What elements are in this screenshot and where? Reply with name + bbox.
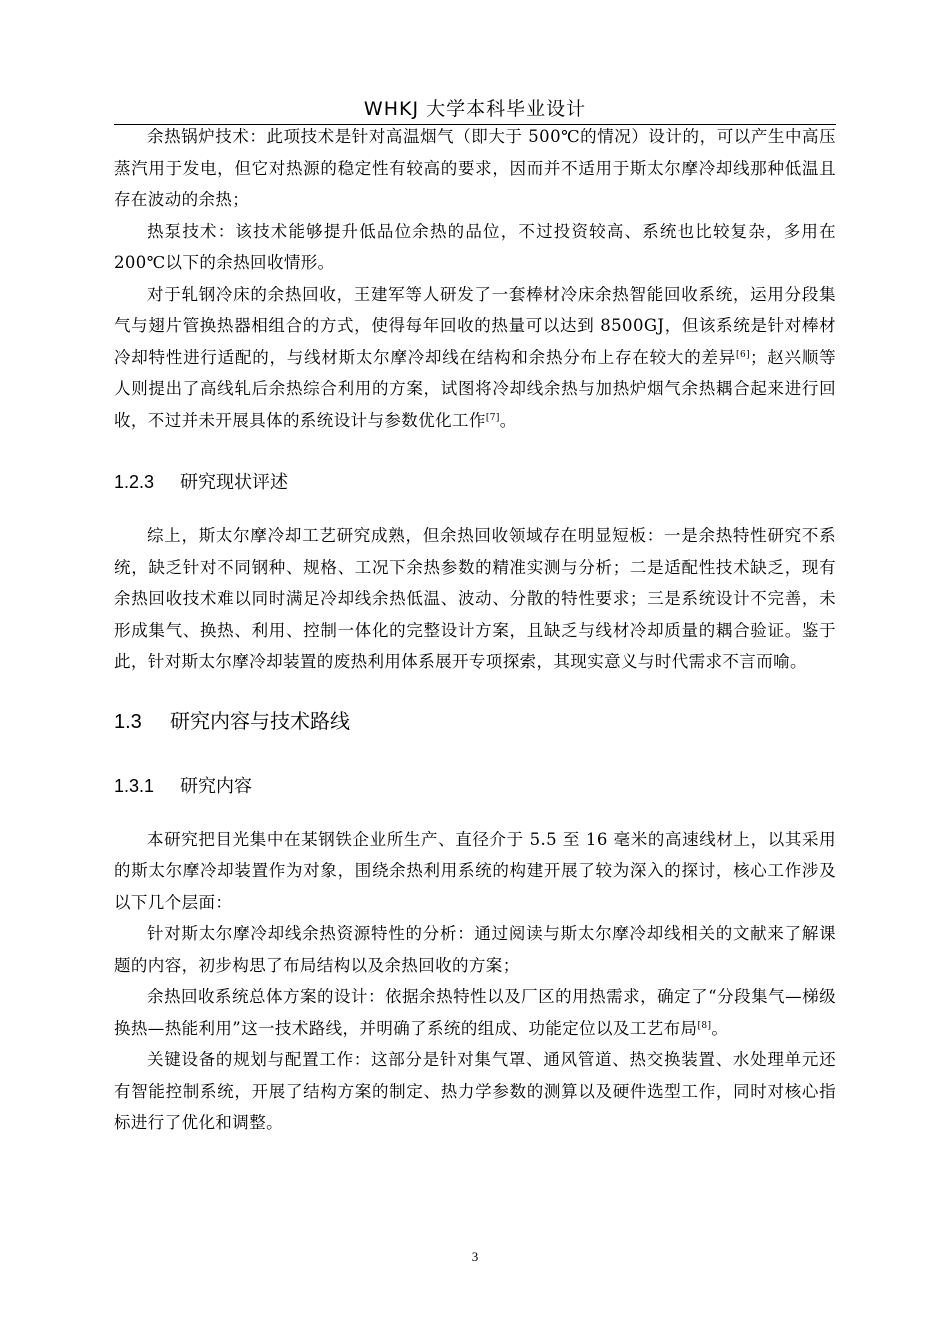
paragraph-text: 。 — [499, 410, 517, 430]
paragraph-wang-zhao — [114, 279, 836, 437]
header-title: WHKJ 大学本科毕业设计 — [363, 98, 587, 120]
paragraph-research-scope: 本研究把目光集中在某钢铁企业所生产、直径介于 5.5 至 16 毫米的高速线材上，以其采用的斯太尔摩冷却装置作为对象，围绕余热利用系统的构建开展了较为深入的探讨，核心工作涉及以下几个层面： — [114, 829, 836, 912]
section-title: 研究内容与技术路线 — [170, 708, 350, 733]
paragraph-heat-pump: 热泵技术：该技术能够提升低品位余热的品位，不过投资较高、系统也比较复杂，多用在 200℃以下的余热回收情形。 — [114, 221, 836, 272]
section-title: 研究内容 — [180, 775, 252, 797]
paragraph-summary: 综上，斯太尔摩冷却工艺研究成熟，但余热回收领域存在明显短板：一是余热特性研究不系统，缺乏针对不同钢种、规格、工况下余热参数的精准实测与分析；二是适配性技术缺乏，现有余热回收技术难以同时满足冷却线余热低温、波动、分散的特性要求；三是系统设计不完善，未形成集气、换热、利用、控制一体化的完整设计方案，且缺乏与线材冷却质量的耦合验证。鉴于此，针对斯太尔摩冷却装置的废热利用体系展开专项探索，其现实意义与时代需求不言而喻。 — [114, 526, 836, 671]
section-heading-1-3 — [114, 706, 836, 737]
paragraph-key-equipment: 关键设备的规划与配置工作：这部分是针对集气罩、通风管道、热交换装置、水处理单元还有智能控制系统，开展了结构方案的制定、热力学参数的测算以及硬件选型工作，同时对核心指标进行了优化和调整。 — [114, 1050, 836, 1132]
section-number: 1.3 — [114, 710, 142, 733]
section-number: 1.2.3 — [114, 472, 155, 492]
section-heading-1-2-3 — [114, 469, 836, 496]
section-heading-1-3-1 — [114, 773, 836, 800]
citation-ref: [7] — [485, 412, 500, 423]
paragraph-text: ；赵兴顺等人则提出了高线轧后余热综合利用的方案，试图将冷却线余热与加热炉烟气余热耦合起来进行回收，不过并未开展具体的系统设计与参数优化工作 — [114, 347, 836, 430]
paragraph-text: 。 — [711, 1018, 729, 1038]
section-title: 研究现状评述 — [180, 472, 288, 493]
page-body — [114, 121, 836, 1139]
paragraph-overall-scheme — [114, 981, 836, 1044]
section-number: 1.3.1 — [114, 775, 155, 796]
page-header — [114, 90, 836, 125]
paragraph-text: 余热回收系统总体方案的设计：依据余热特性以及厂区的用热需求，确定了“分段集气—梯级换热—热能利用”这一技术路线，并明确了系统的组成、功能定位以及工艺布局 — [114, 987, 836, 1038]
paragraph-resource-analysis: 针对斯太尔摩冷却线余热资源特性的分析：通过阅读与斯太尔摩冷却线相关的文献来了解课题的内容，初步构思了布局结构以及余热回收的方案； — [114, 924, 836, 975]
paragraph-waste-heat-boiler: 余热锅炉技术：此项技术是针对高温烟气（即大于 500℃的情况）设计的，可以产生中高压蒸汽用于发电，但它对热源的稳定性有较高的要求，因而并不适用于斯太尔摩冷却线那种低温且存在波动的余热； — [114, 127, 836, 209]
citation-ref: [8] — [697, 1020, 712, 1031]
citation-ref: [6] — [736, 349, 750, 360]
page-number: 3 — [471, 1249, 479, 1264]
paragraph-text: 对于轧钢冷床的余热回收，王建军等人研发了一套棒材冷床余热智能回收系统，运用分段集气与翅片管换热器相组合的方式，使得每年回收的热量可以达到 8500GJ，但该系统是针对棒材冷却特性进行适配的，与线材斯太尔摩冷却线在结构和余热分布上存在较大的差异 — [114, 284, 836, 367]
